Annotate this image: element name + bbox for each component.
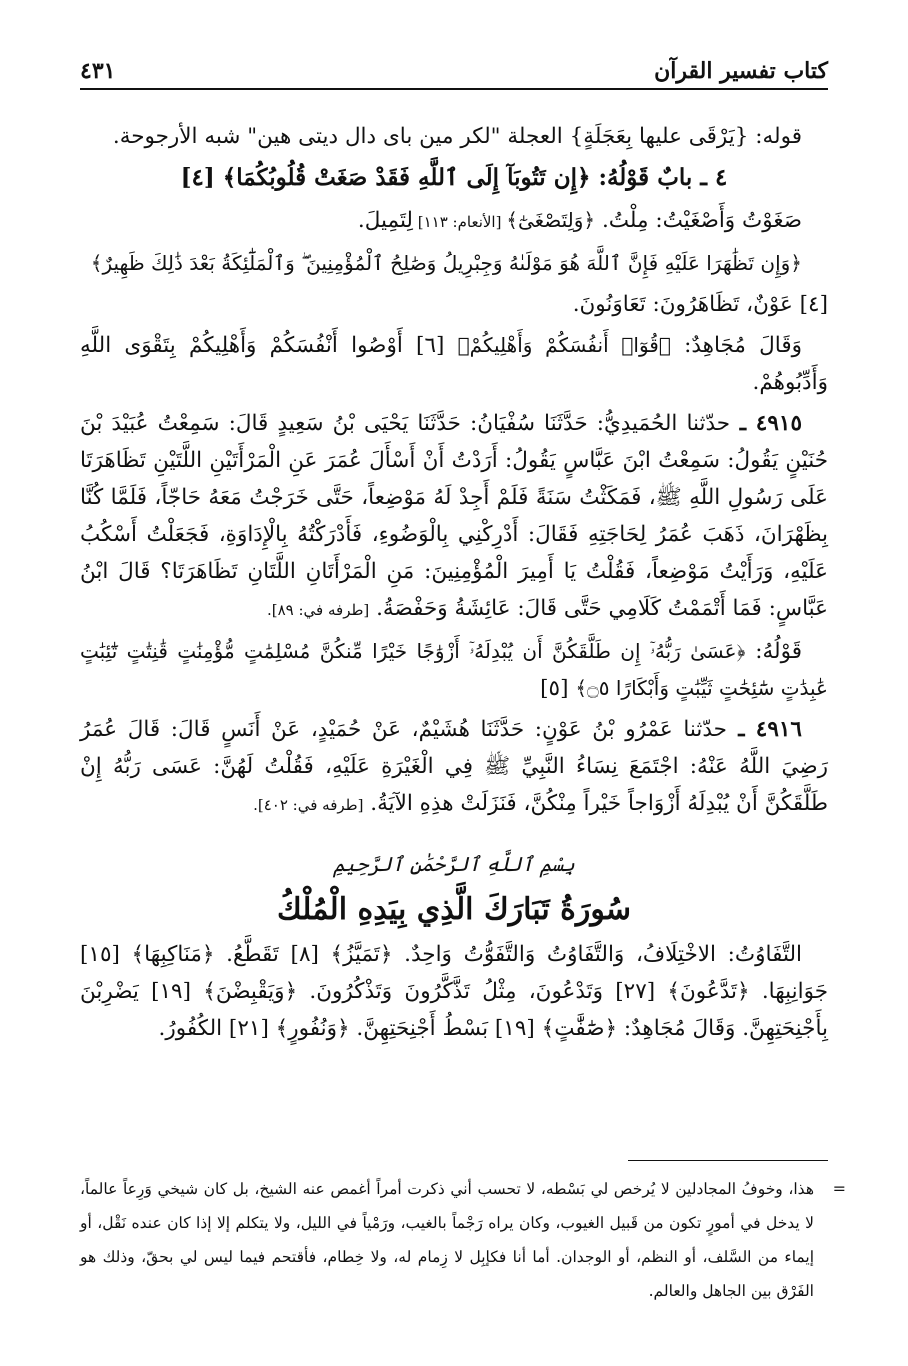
verse-number: [٥] [540,676,576,701]
paragraph-text: [٦] أَوْصُوا أَنْفُسَكُمْ وَأَهْلِيكُمْ بِتَقْوَى اللَّهِ وَأَدِّبُوهُمْ. [80,333,828,395]
hadith-number: ٤٩١٥ ـ [730,411,802,436]
hadith-text: حدّثنا عَمْرُو بْنُ عَوْنٍ: حَدَّثَنَا هُشَيْمٌ، عَنْ حُمَيْدٍ، عَنْ أَنَسٍ قَالَ: قَالَ عُمَرُ رَضِيَ اللَّهُ عَنْهُ: اجْتَمَعَ نِسَاءُ النَّبِيِّ ﷺ فِي الْغَيْرَةِ عَلَيْهِ، فَقُلْتُ لَهُنَّ: عَسَى رَبُّهُ إِنْ طَلَّقَكُنَّ أَنْ يُبْدِلَهُ أَزْوَاجاً خَيْراً مِنْكُنَّ، فَنَزَلَتْ هذِهِ الآيَةُ. [80,717,828,816]
quran-quote: ﴿وَإِن تَظَٰهَرَا عَلَيْهِ فَإِنَّ ٱللَّهَ هُوَ مَوْلَىٰهُ وَجِبْرِيلُ وَصَٰلِحُ ٱلْمُؤْمِنِينَ ۖ وَٱلْمَلَٰٓئِكَةُ بَعْدَ ذَٰلِكَ ظَهِيرٌ﴾ [90,251,802,275]
paragraph-text: قَوْلُهُ: [745,639,802,664]
paragraph-verse-tazahara [80,245,828,282]
continuation-marker: = [832,1179,846,1198]
paragraph-text: وَقَالَ مُجَاهِدٌ: [670,333,802,358]
paragraph-tafawut [80,936,828,1047]
paragraph-awn [80,286,828,323]
page-header [80,52,828,90]
quran-quote: ﴿قُوٓا۟ أَنفُسَكُمْ وَأَهْلِيكُمْ﴾ [457,333,671,357]
footnote-text: هذا، وخوفُ المجادلين لا يُرخص لي بَسْطه، لا تحسب أني ذكرت أمراً أغمص عنه الشيخ، بل كان شيخي وَرِعاً عالماً، لا يدخل في أمورٍ تكون من قَبيل الغيوب، وكان يراه رَجْماً بالغيب، ورَمْياً في الليل، ولا يتكلم إلا إذا كان عنده نَقْل، أو إيماء من السَّلف، أو النظم، أو الوجدان. أما أنا فكإبِل لا زِمام له، ولا خِطام، فأقتحم فيما ليس لي بحقّ، وذلك هو الفَرْق بين الجاهل والعالم. [80,1180,814,1300]
paragraph-mujahid [80,327,828,401]
cross-reference: [طرفه في: ٤٠٢]. [253,796,364,814]
cross-reference: [طرفه في: ٨٩]. [266,601,370,619]
chapter-heading-text: ٤ ـ بابٌ قَوْلُهُ: ﴿إِن تَتُوبَآ إِلَى ٱللَّهِ فَقَدْ صَغَتْ قُلُوبُكُمَا﴾ [٤] [180,164,728,191]
verse-reference: [الأنعام: ١١٣] [412,213,507,231]
chapter-heading-4 [80,159,828,196]
basmala-text: بِسْمِ ٱللَّهِ ٱلرَّحْمَٰنِ ٱلرَّحِيمِ [333,852,575,876]
surah-title-text: سُورَةُ تَبَارَكَ الَّذِي بِيَدِهِ الْمُلْكُ [277,892,631,927]
quran-quote: ﴿وَلِتَصْغَىٰٓ﴾ [506,208,596,232]
hadith-number: ٤٩١٦ ـ [726,717,802,742]
surah-title [80,891,828,928]
paragraph-text: [٤] عَوْنٌ، تَظَاهَرُونَ: تَعَاوَنُونَ. [572,292,828,317]
page-number: ٤٣١ [80,58,116,84]
paragraph-text: لِتَمِيلَ. [357,208,413,233]
main-text [80,118,828,1051]
paragraph-text: التَّفَاوُتُ: الاخْتِلَافُ، وَالتَّفَاوُتُ وَالتَّفَوُّتُ وَاحِدٌ. ﴿تَمَيَّزُ﴾ [٨] تَقَطَّعُ. ﴿مَنَاكِبِهَا﴾ [١٥] جَوَانِبِهَا. ﴿تَدَّعُونَ﴾ [٢٧] وَتَدْعُونَ، مِثْلُ تَذَّكَّرُونَ وَتَذْكُرُونَ. ﴿وَيَقْبِضْنَ﴾ [١٩] يَضْرِبْنَ بِأَجْنِحَتِهِنَّ. وَقَالَ مُجَاهِدٌ: ﴿صَٰٓفَّٰتٍ﴾ [١٩] بَسْطُ أَجْنِحَتِهِنَّ. ﴿وَنُفُورٍ﴾ [٢١] الكُفُورُ. [80,942,828,1041]
paragraph-text: صَغَوْتُ وَأَصْغَيْتُ: مِلْتُ. [595,208,802,233]
paragraph-saghawtu [80,202,828,241]
paragraph-yarqa [80,118,828,155]
basmala [80,846,828,883]
hadith-4916 [80,711,828,824]
hadith-4915 [80,405,828,629]
footnote-separator [628,1160,828,1161]
running-title: كتاب تفسير القرآن [654,58,828,84]
paragraph-text: قوله: {يَرْقَى عليها بِعَجَلَةٍ} العجلة "لكر مين باى دال ديتى هين" شبه الأرجوحة. [112,124,802,149]
quran-quote: ﴿عَسَىٰ رَبُّهُۥٓ إِن طَلَّقَكُنَّ أَن يُبْدِلَهُۥٓ أَزْوَٰجًا خَيْرًا مِّنكُنَّ مُسْلِمَٰتٍ مُّؤْمِنَٰتٍ قَٰنِتَٰتٍ تَٰٓئِبَٰتٍ عَٰبِدَٰتٍ سَٰٓئِحَٰتٍ ثَيِّبَٰتٍ وَأَبْكَارًا ۝٥﴾ [80,639,828,700]
paragraph-asa-rabbuhu [80,633,828,707]
footnote-area [80,1172,846,1308]
hadith-text: حدّثنا الحُمَيدِيُّ: حَدَّثَنَا سُفْيَانُ: حَدَّثَنَا يَحْيَى بْنُ سَعِيدٍ قَالَ: سَمِعْتُ عُبَيْدَ بْنَ حُنَيْنٍ يَقُولُ: سَمِعْتُ ابْنَ عَبَّاسٍ يَقُولُ: أَرَدْتُ أَنْ أَسْأَلَ عُمَرَ عَنِ الْمَرْأَتَيْنِ اللَّتَيْنِ تَظَاهَرَتَا عَلَى رَسُولِ اللَّهِ ﷺ، فَمَكَثْتُ سَنَةً فَلَمْ أَجِدْ لَهُ مَوْضِعاً، حَتَّى خَرَجْتُ مَعَهُ حَاجّاً، فَلَمَّا كُنَّا بِظَهْرَانَ، ذَهَبَ عُمَرُ لِحَاجَتِهِ فَقَالَ: أَدْرِكْنِي بِالْوَضُوءِ، فَأَدْرَكْتُهُ بِالْإِدَاوَةِ، فَجَعَلْتُ أَسْكُبُ عَلَيْهِ، وَرَأَيْتُ مَوْضِعاً، فَقُلْتُ يَا أَمِيرَ الْمُؤْمِنِينَ: مَنِ الْمَرْأَتَانِ اللَّتَانِ تَظَاهَرَتَا؟ قَالَ ابْنُ عَبَّاسٍ: فَمَا أَتْمَمْتُ كَلَامِي حَتَّى قَالَ: عَائِشَةُ وَحَفْصَةُ. [80,411,828,621]
